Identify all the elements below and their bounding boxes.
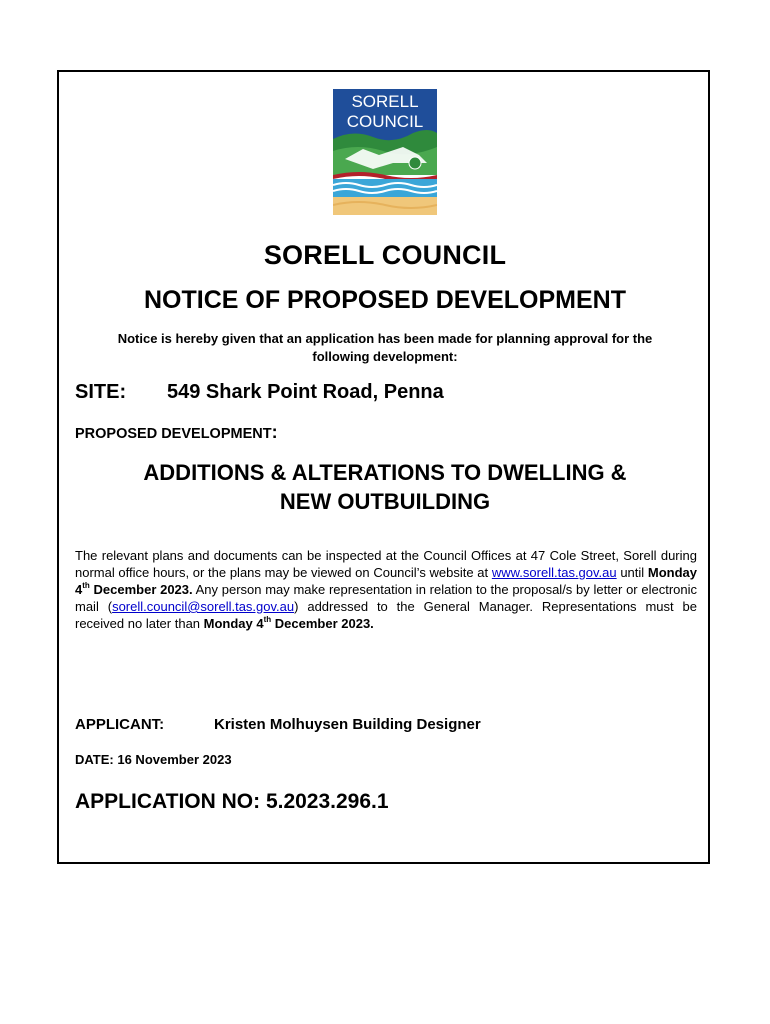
website-link[interactable]: www.sorell.tas.gov.au [491, 565, 617, 580]
applicant-name: Kristen Molhuysen Building Designer [214, 716, 481, 733]
body-text-4: ) addressed to the General Manager. Representations must be received no later than [75, 599, 697, 631]
body-paragraph [75, 547, 697, 632]
notice-title: NOTICE OF PROPOSED DEVELOPMENT [144, 286, 626, 314]
applicant-line [75, 716, 481, 733]
development-line-1: ADDITIONS & ALTERATIONS TO DWELLING & [143, 460, 627, 485]
body-text-3: Any person may make representation in relation to the proposal/s by letter or electronic mail ( [75, 582, 697, 614]
logo-line1: SORELL [351, 92, 419, 111]
site-address: 549 Shark Point Road, Penna [167, 381, 444, 403]
site-label: SITE: [75, 381, 127, 403]
body-text-2: until [616, 565, 648, 580]
development-line-2: NEW OUTBUILDING [279, 489, 491, 514]
development-description [57, 458, 713, 516]
site-line [75, 381, 444, 404]
council-heading: SORELL COUNCIL [263, 240, 507, 270]
applicant-label: APPLICANT: [75, 716, 165, 733]
deadline-date: Monday 4th December 2023. [75, 565, 697, 597]
deadline-date-2: Monday 4th December 2023. [203, 615, 374, 631]
proposed-development-label [75, 422, 278, 443]
body-text-1: The relevant plans and documents can be inspected at the Council Offices at 47 Cole Street, Sorell during normal office hours, or the plans may be viewed on Council’s website at [75, 548, 697, 580]
proposed-label-colon: : [271, 422, 278, 442]
notice-date: DATE: 16 November 2023 [75, 752, 232, 767]
application-number: APPLICATION NO: 5.2023.296.1 [75, 790, 389, 813]
notice-intro: Notice is hereby given that an application has been made for planning approval for the following development: [117, 331, 653, 364]
sorell-council-logo [333, 89, 437, 215]
proposed-label-text: PROPOSED DEVELOPMENT [75, 426, 272, 442]
logo-line2: COUNCIL [346, 112, 424, 131]
email-link[interactable]: sorell.council@sorell.tas.gov.au [112, 599, 295, 614]
